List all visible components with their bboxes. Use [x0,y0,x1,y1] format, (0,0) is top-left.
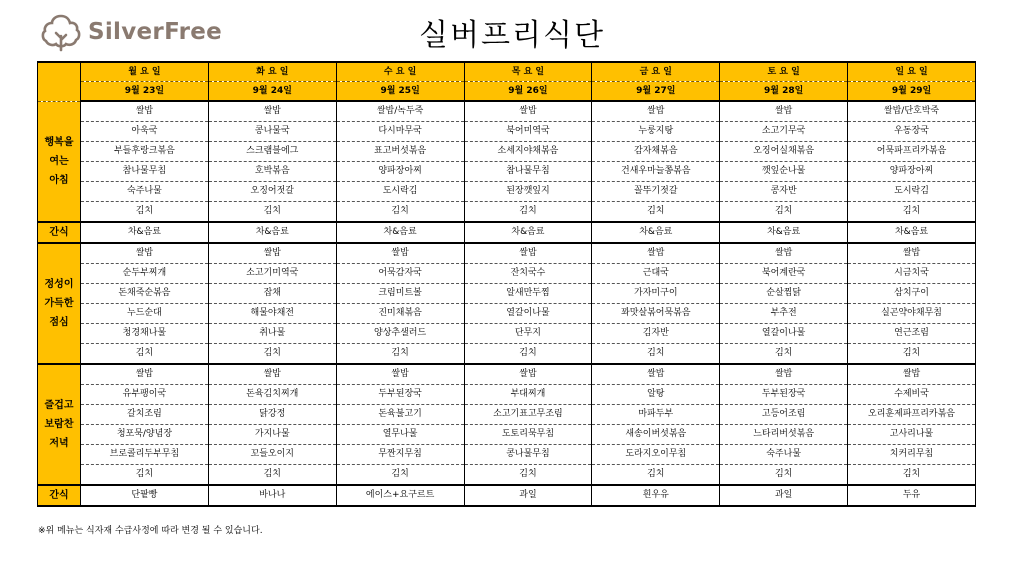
menu-item: 시금치국 [848,264,976,284]
menu-item: 양파장아찌 [336,162,464,182]
menu-item: 숙주나물 [81,182,209,202]
weekday-header-row [38,62,976,82]
snack-item: 차&음료 [464,222,592,243]
menu-item: 고등어조림 [720,405,848,425]
logo-text: SilverFree [88,19,223,45]
snack-label: 간식 [38,222,81,243]
menu-item: 단무지 [464,324,592,344]
menu-item: 가지나물 [208,425,336,445]
menu-item: 어묵감자국 [336,264,464,284]
menu-item: 오징어실채볶음 [720,142,848,162]
menu-item: 쌀밥 [592,364,720,385]
menu-item: 잔치국수 [464,264,592,284]
menu-item: 김치 [336,344,464,365]
snack-item: 단팥빵 [81,485,209,506]
menu-item: 김치 [336,202,464,223]
menu-item: 콩나물국 [208,122,336,142]
menu-item: 잡채 [208,284,336,304]
meal-label [38,101,81,222]
menu-item: 브로콜리두부무침 [81,445,209,465]
menu-item: 돈채죽순볶음 [81,284,209,304]
menu-item: 마파두부 [592,405,720,425]
menu-item: 콩자반 [720,182,848,202]
menu-item: 새송이버섯볶음 [592,425,720,445]
menu-item: 김치 [81,465,209,486]
snack-item: 에이스+요구르트 [336,485,464,506]
table-row [38,405,976,425]
menu-item: 도시락김 [848,182,976,202]
menu-item: 두부된장국 [720,385,848,405]
menu-item: 두부된장국 [336,385,464,405]
meal-label-line: 행복을 [44,136,74,148]
weekday-header: 월 요 일 [81,62,209,82]
menu-item: 꼬들오이지 [208,445,336,465]
table-row [38,182,976,202]
menu-item: 근대국 [592,264,720,284]
snack-row [38,222,976,243]
menu-item: 호박볶음 [208,162,336,182]
menu-item: 된장깻잎지 [464,182,592,202]
table-row [38,324,976,344]
menu-item: 김치 [208,202,336,223]
weekday-header: 일 요 일 [848,62,976,82]
menu-item: 해물야채전 [208,304,336,324]
menu-item: 도라지오이무침 [592,445,720,465]
meal-label [38,243,81,364]
snack-item: 두유 [848,485,976,506]
meal-label-line: 보람찬 [44,419,74,430]
menu-item: 쌀밥 [848,364,976,385]
menu-item: 수제비국 [848,385,976,405]
table-row [38,304,976,324]
menu-item: 김치 [720,344,848,365]
menu-item: 순살찜닭 [720,284,848,304]
menu-item: 돈육불고기 [336,405,464,425]
menu-item: 순두부찌개 [81,264,209,284]
menu-item: 쌀밥 [208,364,336,385]
menu-item: 스크램블에그 [208,142,336,162]
menu-item: 쌀밥 [208,101,336,122]
page-title: 실버프리식단 [419,18,605,53]
snack-item: 바나나 [208,485,336,506]
header-corner [38,62,81,101]
menu-item: 연근조림 [848,324,976,344]
menu-item: 소고기표고무조림 [464,405,592,425]
menu-item: 누드순대 [81,304,209,324]
menu-item: 가자미구이 [592,284,720,304]
menu-item: 알탕 [592,385,720,405]
meal-label-line: 즐겁고 [44,400,74,411]
menu-item: 소고기미역국 [208,264,336,284]
menu-item: 건새우마늘쫑볶음 [592,162,720,182]
meal-label-line: 점심 [49,317,69,328]
menu-item: 우동장국 [848,122,976,142]
menu-item: 쌀밥 [81,364,209,385]
menu-item: 참나물무침 [464,162,592,182]
menu-item: 다시마무국 [336,122,464,142]
weekday-header: 화 요 일 [208,62,336,82]
menu-item: 오리훈제파프리카볶음 [848,405,976,425]
meal-label-line: 정성이 [44,279,74,290]
menu-item: 부추전 [720,304,848,324]
menu-item: 쌀밥/녹두죽 [336,101,464,122]
menu-item: 실곤약야채무침 [848,304,976,324]
table-row [38,122,976,142]
table-row [38,202,976,223]
menu-item: 청포묵/양념장 [81,425,209,445]
menu-item: 쌀밥 [81,101,209,122]
menu-item: 감자채볶음 [592,142,720,162]
menu-item: 쌀밥 [208,243,336,264]
menu-item: 김치 [848,344,976,365]
menu-item: 김치 [592,465,720,486]
meal-label [38,364,81,485]
date-header: 9월 25일 [336,82,464,102]
footnote: ※위 메뉴는 식자재 수급사정에 따라 변경 될 수 있습니다. [38,526,263,536]
table-row [38,465,976,486]
menu-item: 김치 [848,465,976,486]
menu-item: 김치 [336,465,464,486]
meal-label-line: 저녁 [49,438,69,449]
table-row [38,101,976,122]
menu-item: 쌀밥 [336,364,464,385]
menu-item: 김치 [848,202,976,223]
menu-item: 쌀밥/단호박죽 [848,101,976,122]
table-row [38,162,976,182]
snack-item: 과일 [464,485,592,506]
weekday-header: 토 요 일 [720,62,848,82]
menu-item: 북어계란국 [720,264,848,284]
table-row [38,344,976,365]
menu-item: 무짠지무침 [336,445,464,465]
menu-item: 참나물무침 [81,162,209,182]
menu-item: 닭강정 [208,405,336,425]
weekday-header: 금 요 일 [592,62,720,82]
table-row [38,243,976,264]
menu-item: 쌀밥 [464,101,592,122]
snack-row [38,485,976,506]
menu-item: 양상추샐러드 [336,324,464,344]
menu-item: 김치 [464,202,592,223]
menu-item: 알새만두찜 [464,284,592,304]
meal-plan-table [37,61,976,507]
menu-item: 쌀밥 [336,243,464,264]
date-header: 9월 28일 [720,82,848,102]
menu-item: 북어미역국 [464,122,592,142]
menu-item: 치커리무침 [848,445,976,465]
menu-item: 부들후랑크볶음 [81,142,209,162]
menu-item: 유부팽이국 [81,385,209,405]
table-row [38,284,976,304]
menu-item: 표고버섯볶음 [336,142,464,162]
menu-item: 돈육김치찌개 [208,385,336,405]
menu-item: 청경채나물 [81,324,209,344]
menu-item: 김치 [464,344,592,365]
menu-item: 열갈이나물 [720,324,848,344]
menu-item: 김치 [720,202,848,223]
snack-item: 차&음료 [592,222,720,243]
menu-item: 쌀밥 [464,364,592,385]
menu-item: 열무나물 [336,425,464,445]
menu-item: 꽈맛살볶어묵볶음 [592,304,720,324]
menu-item: 김치 [81,344,209,365]
menu-item: 콩나물무침 [464,445,592,465]
menu-item: 양파장아찌 [848,162,976,182]
snack-item: 차&음료 [81,222,209,243]
snack-item: 차&음료 [336,222,464,243]
menu-item: 아욱국 [81,122,209,142]
table-row [38,364,976,385]
meal-label-line: 가득한 [44,298,74,309]
menu-item: 부대찌개 [464,385,592,405]
menu-item: 쌀밥 [81,243,209,264]
menu-item: 깻잎순나물 [720,162,848,182]
date-header: 9월 26일 [464,82,592,102]
menu-item: 크림미트볼 [336,284,464,304]
snack-item: 과일 [720,485,848,506]
snack-item: 차&음료 [208,222,336,243]
menu-item: 갈치조림 [81,405,209,425]
menu-item: 삼치구이 [848,284,976,304]
table-row [38,445,976,465]
weekday-header: 목 요 일 [464,62,592,82]
date-header: 9월 24일 [208,82,336,102]
menu-item: 쌀밥 [720,101,848,122]
menu-item: 누룽지탕 [592,122,720,142]
menu-item: 취나물 [208,324,336,344]
menu-item: 김치 [720,465,848,486]
snack-label: 간식 [38,485,81,506]
menu-item: 김치 [208,465,336,486]
menu-item: 진미채볶음 [336,304,464,324]
menu-item: 쌀밥 [720,364,848,385]
menu-item: 쌀밥 [464,243,592,264]
menu-item: 김치 [592,344,720,365]
menu-item: 도토리묵무침 [464,425,592,445]
menu-item: 소세지야채볶음 [464,142,592,162]
menu-item: 도시락김 [336,182,464,202]
menu-item: 김치 [208,344,336,365]
menu-item: 쌀밥 [848,243,976,264]
date-header: 9월 27일 [592,82,720,102]
menu-item: 김자반 [592,324,720,344]
date-header-row [38,82,976,102]
menu-item: 오징어젓갈 [208,182,336,202]
table-row [38,264,976,284]
menu-item: 김치 [81,202,209,223]
date-header: 9월 23일 [81,82,209,102]
snack-item: 차&음료 [720,222,848,243]
table-row [38,385,976,405]
menu-item: 김치 [592,202,720,223]
table-row [38,425,976,445]
date-header: 9월 29일 [848,82,976,102]
menu-item: 어묵파프리카볶음 [848,142,976,162]
snack-item: 흰우유 [592,485,720,506]
menu-item: 소고기무국 [720,122,848,142]
menu-item: 느타리버섯볶음 [720,425,848,445]
menu-item: 열갈이나물 [464,304,592,324]
meal-label-line: 아침 [49,174,69,186]
menu-item: 꼴뚜기젓갈 [592,182,720,202]
menu-item: 쌀밥 [592,101,720,122]
weekday-header: 수 요 일 [336,62,464,82]
menu-item: 고사리나물 [848,425,976,445]
meal-label-line: 여는 [49,155,69,167]
menu-item: 쌀밥 [720,243,848,264]
table-row [38,142,976,162]
menu-item: 김치 [464,465,592,486]
menu-item: 숙주나물 [720,445,848,465]
menu-item: 쌀밥 [592,243,720,264]
snack-item: 차&음료 [848,222,976,243]
